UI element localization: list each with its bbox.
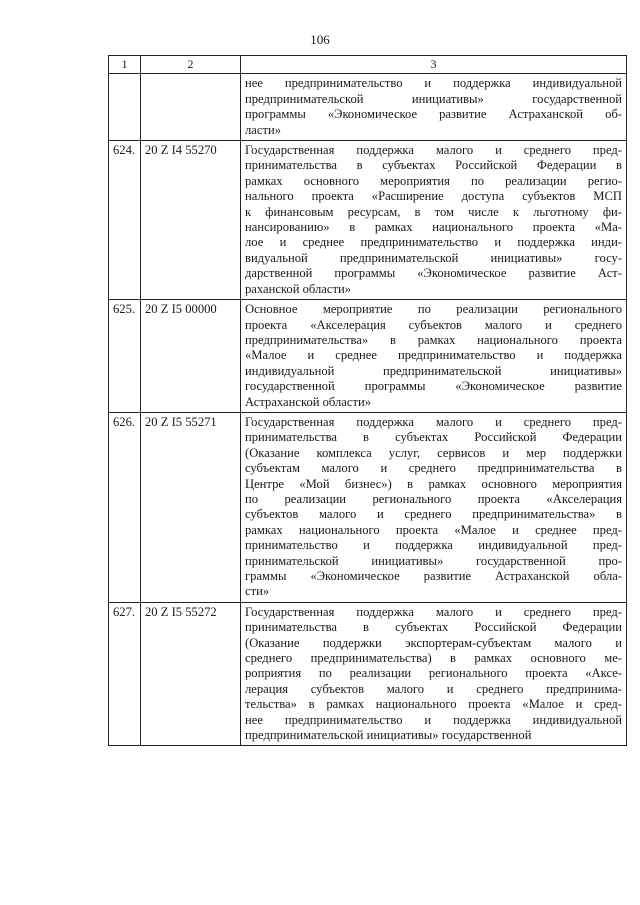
table-body	[109, 74, 627, 746]
description-line: программы «Экономическое развитие Астраханской об-	[245, 107, 622, 122]
description-line: граммы «Экономическое развитие Астраханской обла-	[245, 569, 622, 583]
description-line: индивидуальной предпринимательской инициативы»	[245, 363, 622, 378]
description-line: дарственной программы «Экономическое развитие Аст-	[245, 266, 622, 281]
description-line: Основное мероприятие по реализации регионального	[245, 302, 622, 317]
description-line: среднего предпринимательства) в рамках основного ме-	[245, 651, 622, 666]
description-line: предпринимательской инициативы» государственной	[245, 91, 622, 106]
budget-code: 20 Z I5 55271	[141, 412, 241, 602]
page-number: 106	[310, 32, 330, 47]
table-header-row	[109, 56, 627, 74]
description-line: по реализации регионального проекта «Акселерация	[245, 491, 622, 506]
description-cell	[241, 602, 627, 746]
description-line: тельства» в рамках национального проекта «Малое и сред-	[245, 697, 622, 712]
description-cell	[241, 412, 627, 602]
description-line: рамках основного мероприятия по реализации регио-	[245, 173, 622, 188]
description-line: лерация субъектов малого и среднего предпринима-	[245, 681, 622, 696]
description-cell	[241, 300, 627, 413]
description-line: «Малое и среднее предпринимательство и поддержка	[245, 348, 622, 363]
description-line: видуальной предпринимательской инициативы» госу-	[245, 250, 622, 265]
description-line: раханской области»	[245, 281, 351, 296]
description-line: к финансовым ресурсам, в том числе к льготному фи-	[245, 204, 622, 219]
description-line: (Оказание комплекса услуг, сервисов и мер поддержки	[245, 445, 622, 460]
table-row	[109, 300, 627, 413]
description-line: (Оказание поддержки экспортерам-субъектам малого и	[245, 635, 622, 650]
description-cell	[241, 74, 627, 141]
description-line: нее предпринимательство и поддержка индивидуальной	[245, 76, 622, 91]
table-row	[109, 412, 627, 602]
description-line: Центре «Мой бизнес») в рамках основного мероприятия	[245, 476, 622, 491]
description-line: субъектов малого и среднего предпринимательства» в	[245, 507, 622, 522]
description-line: роприятия по реализации регионального проекта «Аксе-	[245, 666, 622, 681]
row-number: 627.	[109, 602, 141, 746]
description-line: сти»	[245, 584, 270, 599]
description-line: нального проекта «Расширение доступа субъектов МСП	[245, 189, 622, 204]
budget-code: 20 Z I5 55272	[141, 602, 241, 746]
description-cell	[241, 141, 627, 300]
table-row	[109, 141, 627, 300]
description-line: принимательства в субъектах Российской Федерации в	[245, 158, 622, 173]
description-line: лое и среднее предпринимательство и поддержка инди-	[245, 235, 622, 250]
budget-code	[141, 74, 241, 141]
table-row	[109, 602, 627, 746]
column-header-3: 3	[241, 56, 627, 74]
description-line: принимательство и поддержка индивидуальной пред-	[245, 538, 622, 553]
description-line: государственной программы «Экономическое развитие	[245, 379, 622, 394]
description-line: Астраханской области»	[245, 394, 372, 409]
column-header-1: 1	[109, 56, 141, 74]
description-line: Государственная поддержка малого и среднего пред-	[245, 143, 622, 158]
description-line: ласти»	[245, 122, 282, 137]
row-number: 624.	[109, 141, 141, 300]
description-line: нее предпринимательство и поддержка индивидуальной	[245, 712, 622, 727]
description-line: субъектам малого и среднего предпринимательства в	[245, 461, 622, 476]
description-line: принимательства в субъектах Российской Федерации	[245, 430, 622, 445]
budget-code: 20 Z I4 55270	[141, 141, 241, 300]
description-line: Государственная поддержка малого и среднего пред-	[245, 604, 622, 619]
description-line: принимательской инициативы» государственной про-	[245, 553, 622, 568]
description-line: рамках национального проекта «Малое и среднее пред-	[245, 522, 622, 537]
table-row	[109, 74, 627, 141]
budget-classification-table	[108, 55, 627, 746]
row-number	[109, 74, 141, 141]
column-header-2: 2	[141, 56, 241, 74]
description-line: проекта «Акселерация субъектов малого и среднего	[245, 317, 622, 332]
description-line: принимательства в субъектах Российской Федерации	[245, 620, 622, 635]
description-line: Государственная поддержка малого и среднего пред-	[245, 414, 622, 429]
budget-code: 20 Z I5 00000	[141, 300, 241, 413]
row-number: 625.	[109, 300, 141, 413]
description-line: предпринимательства» в рамках национального проекта	[245, 332, 622, 347]
description-line: предпринимательской инициативы» государственной	[245, 728, 532, 743]
row-number: 626.	[109, 412, 141, 602]
description-line: нансированию» в рамках национального проекта «Ма-	[245, 220, 622, 235]
